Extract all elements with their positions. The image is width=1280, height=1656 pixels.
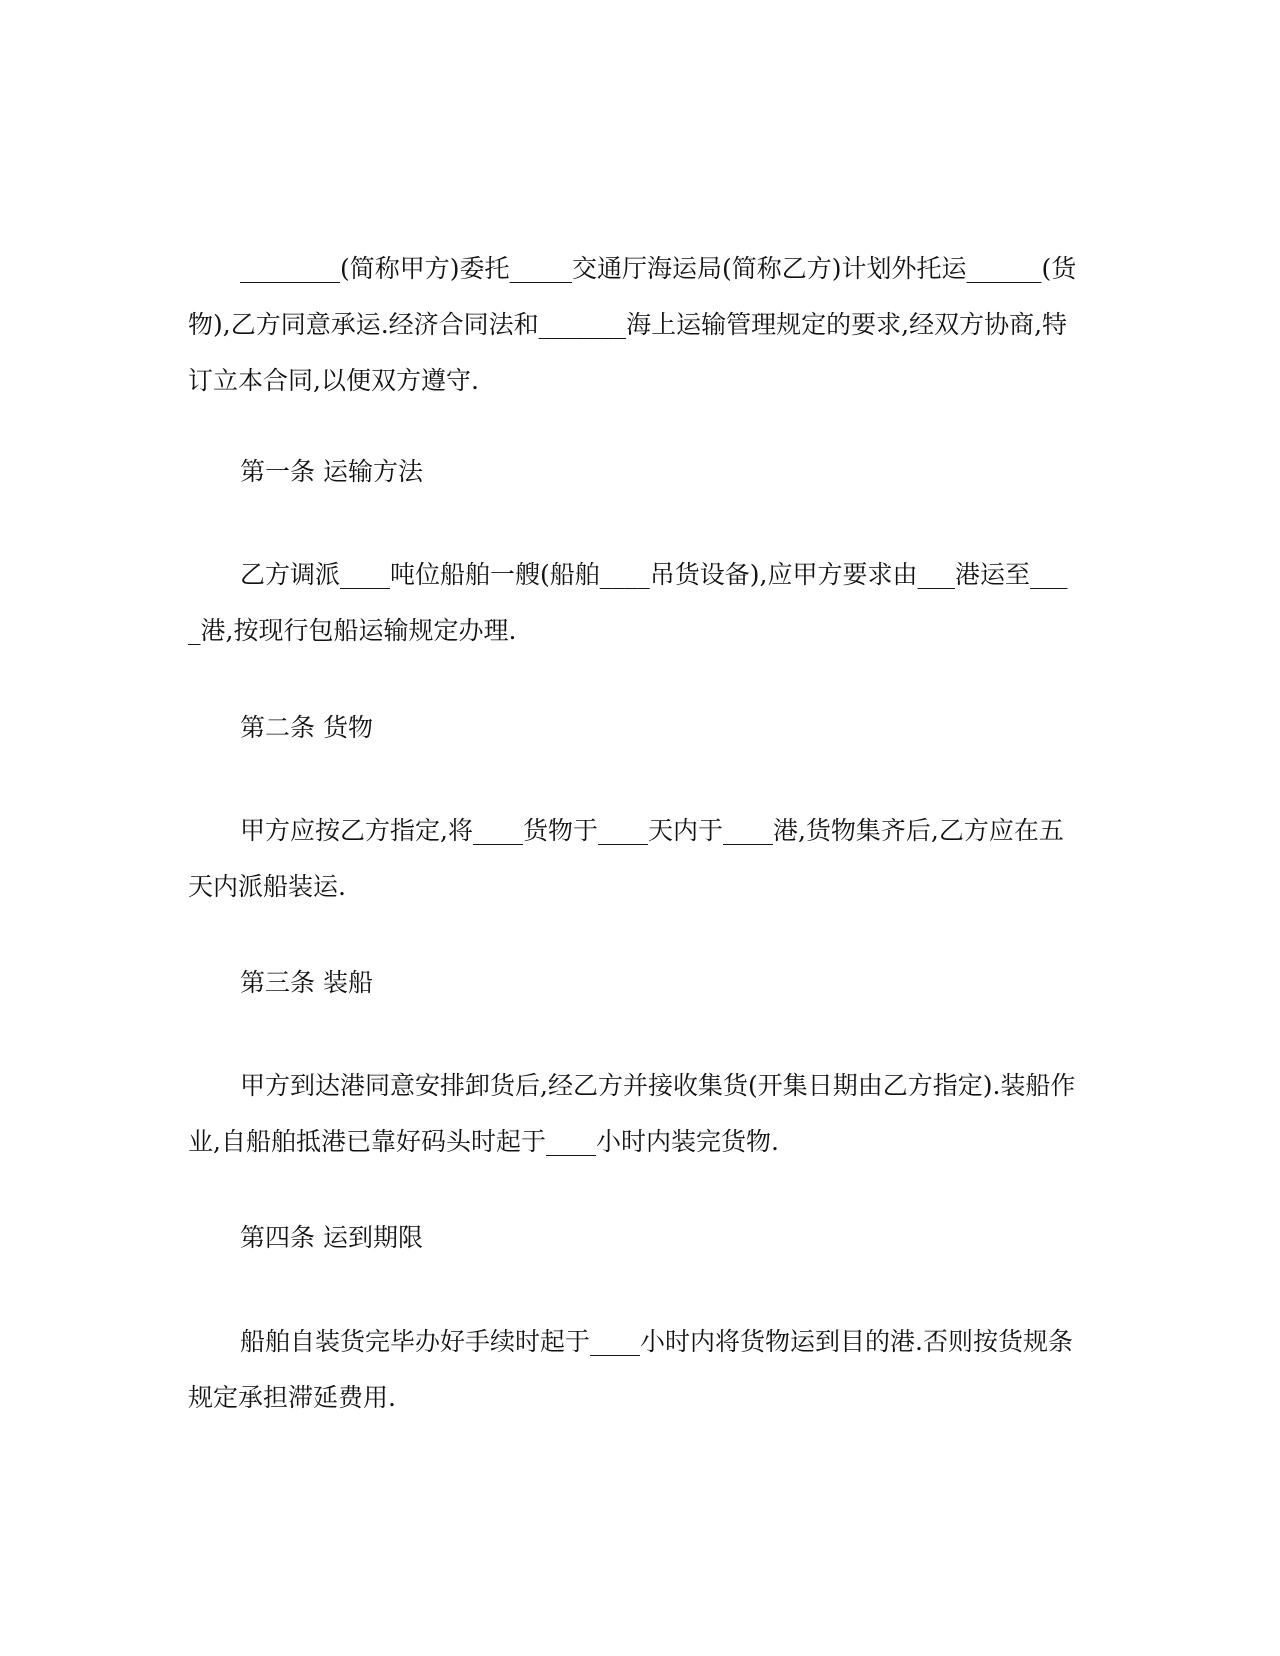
section-body-4: 船舶自装货完毕办好手续时起于____小时内将货物运到目的港.否则按货规条规定承担滞延费用. bbox=[188, 1327, 1073, 1412]
section-body-1: 乙方调派____吨位船舶一艘(船舶____吊货设备),应甲方要求由___港运至____港,按现行包船运输规定办理. bbox=[188, 560, 1068, 645]
section-heading-1: 第一条 运输方法 bbox=[240, 457, 423, 486]
section-heading-2: 第二条 货物 bbox=[240, 713, 373, 742]
intro-paragraph: ________(简称甲方)委托_____交通厅海运局(简称乙方)计划外托运______(货物),乙方同意承运.经济合同法和_______海上运输管理规定的要求,经双方协商,特订立本合同,以便双方遵守. bbox=[188, 254, 1077, 395]
section-heading-4: 第四条 运到期限 bbox=[240, 1223, 423, 1252]
section-body-3: 甲方到达港同意安排卸货后,经乙方并接收集货(开集日期由乙方指定).装船作业,自船舶抵港已靠好码头时起于____小时内装完货物. bbox=[188, 1071, 1076, 1156]
section-heading-3: 第三条 装船 bbox=[240, 968, 373, 997]
section-body-2: 甲方应按乙方指定,将____货物于____天内于____港,货物集齐后,乙方应在五天内派船装运. bbox=[188, 816, 1064, 901]
